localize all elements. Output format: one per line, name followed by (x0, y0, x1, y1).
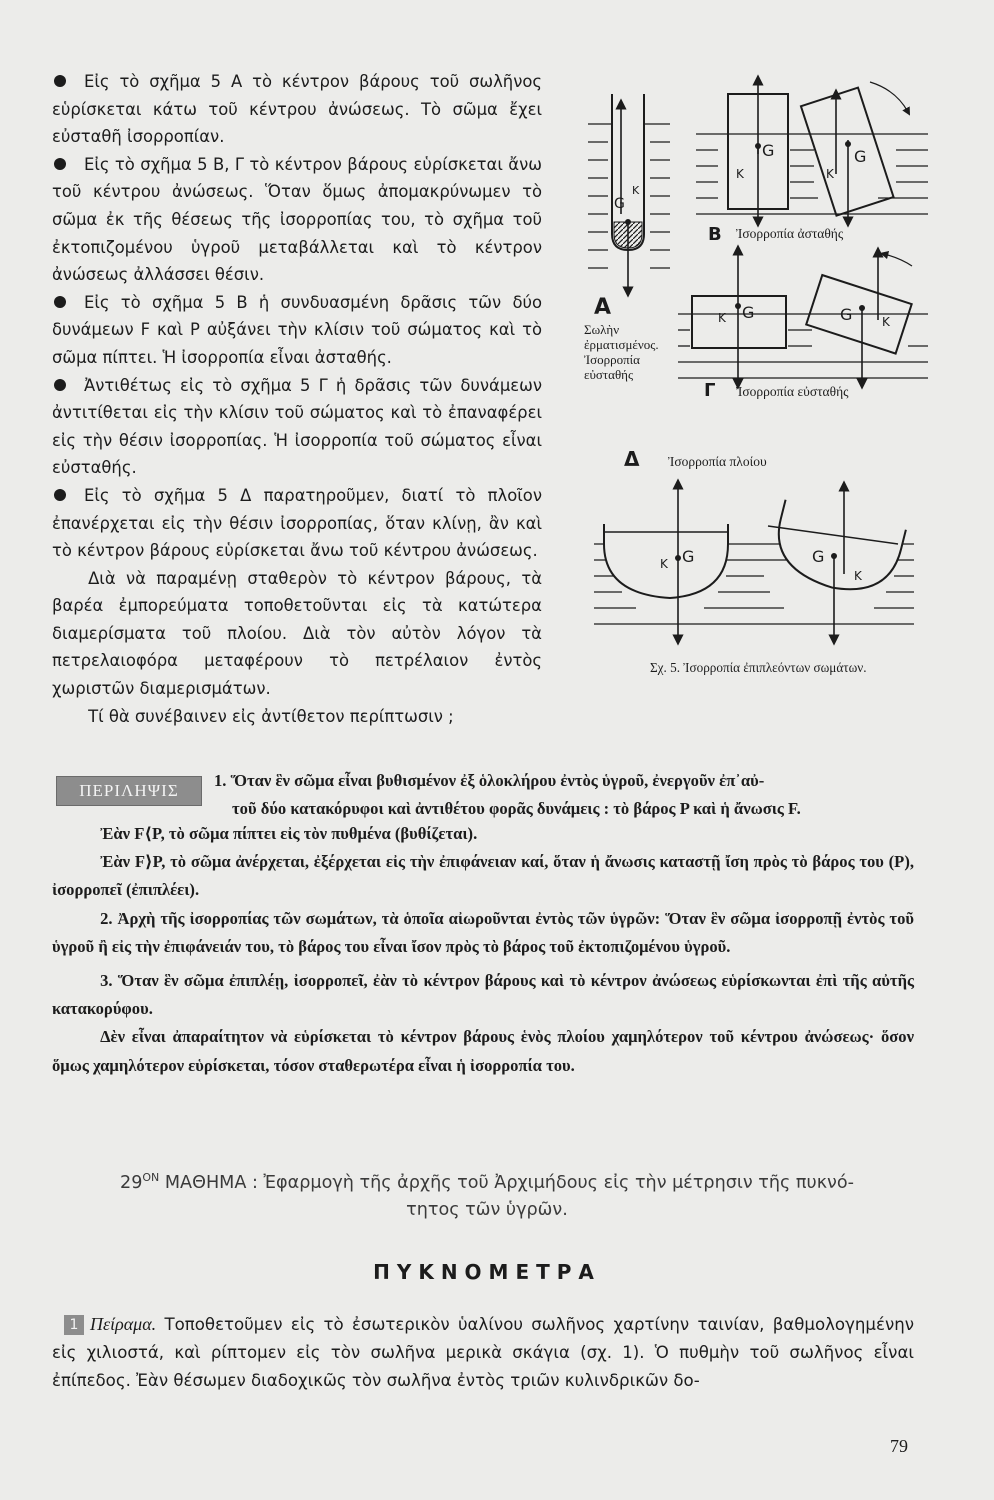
paragraph-question: Τί θὰ συνέβαινεν εἰς ἀντίθετον περίπτωσιν ; (88, 706, 454, 726)
figure-letter-b: Β (708, 224, 722, 245)
summary-item3: 3. Ὅταν ἓν σῶμα ἐπιπλέῃ, ἰσορροπεῖ, ἐὰν τὸ κέντρον βάρους καὶ τὸ κέντρον ἀνώσεως εὑρίσκωνται ἐπὶ τῆς αὐτῆς κατακορύφου. (52, 971, 914, 1019)
summary-item1-head (214, 767, 914, 823)
summary-item1-a: Ἐὰν F⟨P, τὸ σῶμα πίπτει εἰς τὸν πυθμένα (βυθίζεται). (100, 824, 478, 843)
bullet-icon (54, 489, 66, 501)
figure-letter-d: Δ (624, 447, 640, 471)
label-k: K (826, 167, 834, 181)
page-number: 79 (890, 1436, 908, 1456)
figure-d-ships (594, 447, 914, 640)
label-k: K (854, 569, 862, 583)
figure-letter-a: Α (594, 295, 612, 320)
label-k: K (632, 184, 640, 197)
lesson-number: 29 (120, 1172, 143, 1193)
summary-body (52, 820, 914, 1080)
summary-item3-note: Δὲν εἶναι ἀπαραίτητον νὰ εὑρίσκεται τὸ κέντρον βάρους ἑνὸς πλοίου χαμηλότερον τοῦ κέντρου ἀνώσεως· ὅσον ὅμως χαμηλότερον εὑρίσκεται, τόσον σταθερωτέρα εἶναι ἡ ἰσορροπία του. (52, 1027, 914, 1075)
experiment-text: Τοποθετοῦμεν εἰς τὸ ἐσωτερικὸν ὑαλίνου σωλῆνος χαρτίνην ταινίαν, βαθμολογημένην εἰς χιλιοστά, καὶ ρίπτομεν εἰς τὸν σωλῆνα μερικὰ σκάγια (σχ. 1). Ὁ πυθμὴν τοῦ σωλῆνος εἶναι ἐπίπεδος. Ἐὰν θέσωμεν διαδοχικῶς τὸν σωλῆνα ἐντὸς τριῶν κυλινδρικῶν δο- (52, 1315, 914, 1390)
summary-item1-line2: τοῦ δύο κατακόρυφοι καὶ ἀντιθέτου φορᾶς δυνάμεις : τὸ βάρος Ρ καὶ ἡ ἄνωσις F. (232, 799, 801, 819)
bullet-icon (54, 296, 66, 308)
caption-a-3: Ἰσορροπία (584, 352, 640, 367)
caption-a-4: εὐσταθής (584, 367, 634, 382)
summary-badge: ΠΕΡΙΛΗΨΙΣ (56, 776, 202, 806)
lesson-title-line2: τητος τῶν ὑγρῶν. (406, 1199, 568, 1220)
summary-item2: 2. Ἀρχὴ τῆς ἰσορροπίας τῶν σωμάτων, τὰ ὁποῖα αἰωροῦνται ἐντὸς τῶν ὑγρῶν: Ὅταν ἓν σῶμα ἰσορροπῇ ἐντὸς τοῦ ὑγροῦ ἢ εἰς τὴν ἐπιφάνειάν του, τὸ βάρος του εἶναι ἴσον πρὸς τὸ βάρος τοῦ ἐκτοπιζομένου ὑγροῦ. (52, 908, 914, 956)
label-g: G (812, 547, 825, 566)
figure-caption: Σχ. 5. Ἰσορροπία ἐπιπλεόντων σωμάτων. (650, 660, 867, 675)
figure-letter-c: Γ (704, 380, 716, 401)
caption-b: Ἰσορροπία ἀσταθής (736, 226, 844, 241)
caption-c: Ἰσορροπία εὐσταθής (736, 384, 849, 399)
paragraph-5d: Εἰς τὸ σχῆμα 5 Δ παρατηροῦμεν, διατί τὸ πλοῖον ἐπανέρχεται εἰς τὴν θέσιν ἰσορροπίας, ὅταν κλίνῃ, ἂν καὶ τὸ κέντρον βάρους εὑρίσκεται ἄνω τοῦ κέντρου ἀνώσεως. (52, 485, 542, 561)
experiment-number-box: 1 (64, 1315, 84, 1335)
figure-b-unstable (696, 80, 928, 245)
caption-a-1: Σωλὴν (584, 322, 620, 337)
left-column (52, 68, 542, 730)
experiment-paragraph (52, 1310, 914, 1395)
lesson-header (52, 1164, 922, 1224)
bullet-icon (54, 158, 66, 170)
summary-item1-b: Ἐὰν F⟩P, τὸ σῶμα ἀνέρχεται, ἐξέρχεται εἰς τὴν ἐπιφάνειαν καί, ὅταν ἡ ἄνωσις καταστῇ ἴση πρὸς τὸ βάρος του (Ρ), ἰσορροπεῖ (ἐπιπλέει). (52, 852, 914, 900)
caption-a-2: ἐρματισμένος. (584, 337, 659, 352)
section-title: ΠΥΚΝΟΜΕΤΡΑ (373, 1260, 601, 1284)
label-g: G (762, 141, 775, 160)
paragraph-5b: Εἰς τὸ σχῆμα 5 Β ἡ συνδυασμένη δρᾶσις τῶν δύο δυνάμεων F καὶ P αὐξάνει τὴν κλίσιν τοῦ σώματος καὶ τὸ σῶμα πίπτει. Ἡ ἰσορροπία εἶναι ἀσταθής. (52, 292, 542, 367)
label-g: G (614, 196, 625, 212)
label-k: K (882, 315, 890, 329)
paragraph-5bc: Εἰς τὸ σχῆμα 5 Β, Γ τὸ κέντρον βάρους εὑρίσκεται ἄνω τοῦ κέντρου ἀνώσεως. Ὅταν ὅμως ἀπομακρύνωμεν τὸ σῶμα ἐκ τῆς θέσεως τῆς ἰσορροπίας του, τὸ σχῆμα τοῦ ἐκτοπιζομένου ὑγροῦ μεταβάλλεται καὶ τὸ κέντρον ἀνώσεως ἀλλάσσει θέσιν. (52, 154, 542, 285)
figure-a-tube (584, 94, 670, 382)
paragraph-cargo: Διὰ νὰ παραμένῃ σταθερὸν τὸ κέντρον βάρους, τὰ βαρέα ἐμπορεύματα τοποθετοῦνται εἰς τὰ κατώτερα διαμερίσματα τοῦ πλοίου. Διὰ τὸν αὐτὸν λόγον τὰ πετρελαιοφόρα μεταφέρουν τὸ πετρέλαιον ἐντὸς χωριστῶν διαμερισμάτων. (52, 568, 542, 699)
paragraph-5c: Ἀντιθέτως εἰς τὸ σχῆμα 5 Γ ἡ δρᾶσις τῶν δυνάμεων ἀντιτίθεται εἰς τὴν κλίσιν τοῦ σώματος καὶ τὸ ἐπαναφέρει εἰς τὴν θέσιν ἰσορροπίας. Ἡ ἰσορροπία τοῦ σώματος εἶναι εὐσταθής. (52, 375, 542, 478)
lesson-number-sup: ΟΝ (142, 1171, 160, 1184)
bullet-icon (54, 379, 66, 391)
label-k: K (660, 557, 668, 571)
figure-c-stable (678, 250, 928, 401)
label-k: K (736, 167, 744, 181)
label-k: K (718, 311, 726, 325)
label-g: G (854, 147, 867, 166)
bullet-icon (54, 75, 66, 87)
lesson-title-line1: Ἐφαρμογὴ τῆς ἀρχῆς τοῦ Ἀρχιμήδους εἰς τὴν μέτρησιν τῆς πυκνό- (263, 1172, 854, 1193)
label-g: G (682, 547, 695, 566)
experiment-label: Πείραμα. (90, 1314, 157, 1334)
paragraph-5a: Εἰς τὸ σχῆμα 5 Α τὸ κέντρον βάρους τοῦ σωλῆνος εὑρίσκεται κάτω τοῦ κέντρου ἀνώσεως. Τὸ σῶμα ἔχει εὐσταθῆ ἰσορροπίαν. (52, 72, 542, 147)
caption-d: Ἰσορροπία πλοίου (668, 454, 767, 469)
lesson-label: ΜΑΘΗΜΑ : (164, 1172, 258, 1193)
figure-5 (578, 74, 938, 674)
summary-item1-line1: 1. Ὅταν ἓν σῶμα εἶναι βυθισμένον ἐξ ὁλοκλήρου ἐντὸς ὑγροῦ, ἐνεργοῦν ἐπ᾽αὐ- (214, 771, 765, 790)
label-g: G (840, 305, 853, 324)
label-g: G (742, 303, 755, 322)
